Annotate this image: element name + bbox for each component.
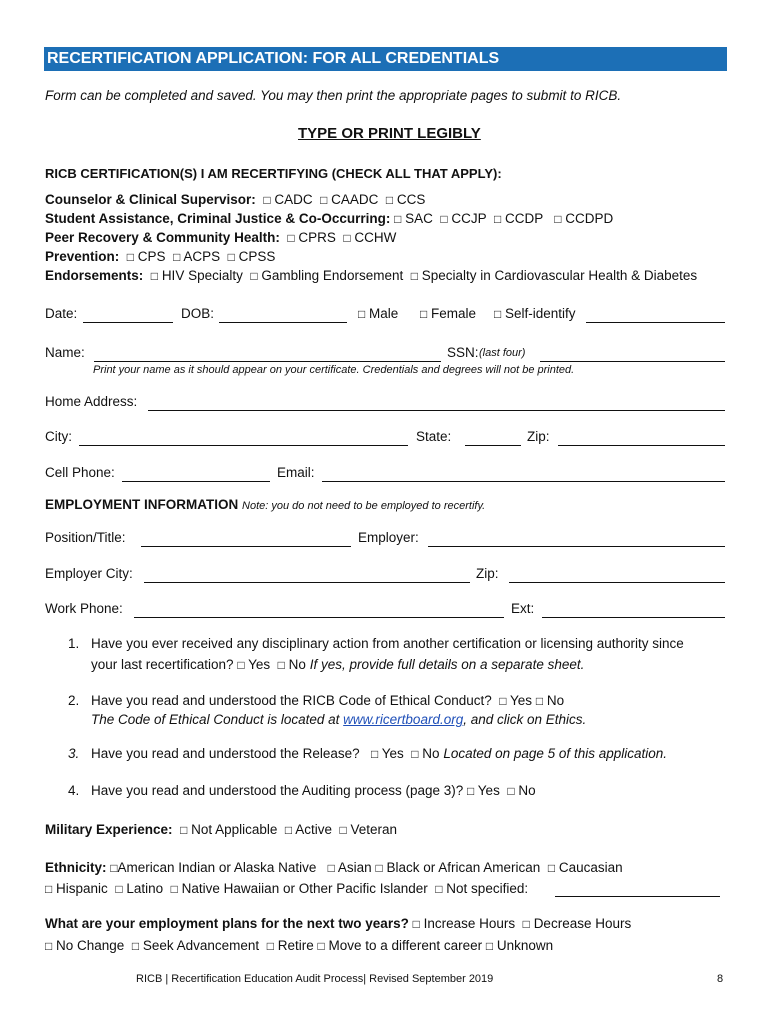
q4-row [91,783,536,798]
option-cps: CPS [137,249,166,264]
checkbox-no-change[interactable]: □ [45,939,53,953]
option-caadc: CAADC [331,192,379,207]
form-title-bar [44,47,727,71]
q3-no: No [422,746,440,761]
email-label: Email: [277,465,315,480]
military-label: Military Experience: [45,822,173,837]
endorsements-label: Endorsements: [45,268,144,283]
option-cadc: CADC [274,192,313,207]
ethnicity-label: Ethnicity: [45,860,107,875]
plans-label: What are your employment plans for the next two years? [45,916,409,931]
checkbox-cchw[interactable]: □ [343,231,351,245]
military-row [45,822,397,837]
ssn-field[interactable] [540,361,725,362]
state-label: State: [416,429,452,444]
prevention-row [45,249,275,264]
name-field[interactable] [94,361,441,362]
employer-city-field[interactable] [144,582,470,583]
employment-heading-row [45,497,485,512]
city-field[interactable] [79,445,408,446]
q3-note: Located on page 5 of this application. [443,746,667,761]
checkbox-q3-yes[interactable]: □ [370,747,379,761]
footer-text: RICB | Recertification Education Audit Process| Revised September 2019 [136,973,494,985]
state-field[interactable] [465,445,521,446]
checkbox-active[interactable]: □ [284,823,293,837]
peer-row [45,230,396,245]
ethnicity-hispanic: Hispanic [56,881,108,896]
checkbox-caadc[interactable]: □ [320,193,328,207]
zip-field[interactable] [558,445,725,446]
employer-zip-field[interactable] [509,582,725,583]
ethnicity-latino: Latino [126,881,164,896]
ethnicity-black: Black or African American [386,860,541,875]
q4-no: No [518,783,536,798]
name-label: Name: [45,345,85,360]
checkbox-q1-yes[interactable]: □ [237,658,245,672]
q2-note-pre: The Code of Ethical Conduct is located at [91,712,340,727]
checkbox-cadc[interactable]: □ [263,193,271,207]
q1-line1: Have you ever received any disciplinary action from another certification or licensing authority since [91,636,684,651]
checkbox-male[interactable]: □ [358,307,366,321]
date-label: Date: [45,306,78,321]
checkbox-move-career[interactable]: □ [317,939,325,953]
checkbox-q3-no[interactable]: □ [411,747,419,761]
q1-number: 1. [68,636,80,651]
position-label: Position/Title: [45,530,126,545]
q4-text: Have you read and understood the Auditing process (page 3)? [91,783,464,798]
prevention-label: Prevention: [45,249,120,264]
option-ccs: CCS [396,192,426,207]
checkbox-female[interactable]: □ [420,307,428,321]
plans-move-career: Move to a different career [328,938,483,953]
email-field[interactable] [322,481,725,482]
checkbox-ccjp[interactable]: □ [440,212,448,226]
option-sac: SAC [405,211,433,226]
plans-unknown: Unknown [496,938,554,953]
self-identify-option [494,306,576,321]
checkbox-ccs[interactable]: □ [385,193,394,207]
plans-seek-advancement: Seek Advancement [142,938,260,953]
dob-label: DOB: [181,306,215,321]
q3-text: Have you read and understood the Release? [91,746,360,761]
female-option [420,306,476,321]
ethnicity-american-indian: American Indian or Alaska Native [117,860,317,875]
q1-line2: your last recertification? [91,657,234,672]
checkbox-acps[interactable]: □ [173,250,181,264]
checkbox-ccdp[interactable]: □ [493,212,502,226]
option-gambling: Gambling Endorsement [261,268,404,283]
option-cpss: CPSS [238,249,276,264]
employer-label: Employer: [358,530,419,545]
checkbox-q4-yes[interactable]: □ [467,784,475,798]
option-cprs: CPRS [298,230,336,245]
male-label: Male [369,306,399,321]
ethnicity-not-specified: Not specified: [446,881,529,896]
position-field[interactable] [141,546,351,547]
ext-label: Ext: [511,601,535,616]
ethnicity-caucasian: Caucasian [558,860,623,875]
checkbox-increase-hours[interactable]: □ [412,917,420,931]
checkbox-seek-advancement[interactable]: □ [131,939,140,953]
q2-row [91,693,564,708]
checkbox-latino[interactable]: □ [115,882,123,896]
plans-row1 [45,916,631,931]
q4-yes: Yes [477,783,500,798]
plans-retire: Retire [277,938,314,953]
q3-number: 3. [68,746,80,761]
endorsements-row [45,268,697,283]
q2-yes: Yes [510,693,533,708]
q1-note: If yes, provide full details on a separate sheet. [309,657,585,672]
military-active: Active [295,822,332,837]
form-title: RECERTIFICATION APPLICATION: FOR ALL CREDENTIALS [47,50,500,67]
option-cchw: CCHW [354,230,397,245]
cell-phone-label: Cell Phone: [45,465,115,480]
self-identify-field[interactable] [586,322,725,323]
type-or-print-heading: TYPE OR PRINT LEGIBLY [298,125,481,142]
checkbox-decrease-hours[interactable]: □ [522,917,530,931]
employer-city-label: Employer City: [45,566,133,581]
checkbox-q2-yes[interactable]: □ [499,694,507,708]
date-field[interactable] [83,322,173,323]
checkbox-q1-no[interactable]: □ [277,658,285,672]
checkbox-unknown[interactable]: □ [485,939,494,953]
checkbox-black[interactable]: □ [375,861,383,875]
checkbox-q2-no[interactable]: □ [535,694,544,708]
checkbox-self-identify[interactable]: □ [494,307,502,321]
work-phone-label: Work Phone: [45,601,123,616]
q1-yes: Yes [248,657,271,672]
plans-decrease-hours: Decrease Hours [533,916,632,931]
plans-no-change: No Change [56,938,125,953]
checkbox-asian[interactable]: □ [327,861,335,875]
peer-label: Peer Recovery & Community Health: [45,230,280,245]
checkbox-hiv[interactable]: □ [150,269,159,283]
checkbox-not-applicable[interactable]: □ [180,823,188,837]
q2-number: 2. [68,693,80,708]
home-address-field[interactable] [148,410,725,411]
q4-number: 4. [68,783,80,798]
option-ccjp: CCJP [451,211,487,226]
counselor-label: Counselor & Clinical Supervisor: [45,192,256,207]
checkbox-caucasian[interactable]: □ [547,861,556,875]
checkbox-american-indian[interactable]: □ [110,861,118,875]
zip-label: Zip: [527,429,550,444]
ssn-label: SSN: [447,345,479,360]
employer-zip-label: Zip: [476,566,499,581]
employment-heading: EMPLOYMENT INFORMATION [45,497,239,512]
checkbox-cardio[interactable]: □ [410,269,418,283]
ethnicity-asian: Asian [337,860,372,875]
ethnicity-row1 [45,860,623,875]
q2-note-row [91,712,586,727]
checkbox-native-hawaiian[interactable]: □ [170,882,178,896]
checkbox-veteran[interactable]: □ [339,823,347,837]
certs-heading: RICB CERTIFICATION(S) I AM RECERTIFYING (CHECK ALL THAT APPLY): [45,166,502,181]
employer-field[interactable] [428,546,725,547]
intro-text: Form can be completed and saved. You may then print the appropriate pages to submit to RICB. [45,88,622,103]
page-number: 8 [717,973,724,985]
plans-row2 [45,938,553,953]
checkbox-q4-no[interactable]: □ [507,784,515,798]
name-note: Print your name as it should appear on your certificate. Credentials and degrees will not be printed. [93,364,575,376]
checkbox-ccdpd[interactable]: □ [554,212,562,226]
option-ccdpd: CCDPD [565,211,614,226]
checkbox-cprs[interactable]: □ [287,231,295,245]
cell-phone-field[interactable] [122,481,270,482]
q2-no: No [546,693,565,708]
q2-text: Have you read and understood the RICB Code of Ethical Conduct? [91,693,492,708]
checkbox-cpss[interactable]: □ [227,250,235,264]
checkbox-not-specified[interactable]: □ [435,882,443,896]
ethnicity-native-hawaiian: Native Hawaiian or Other Pacific Islander [181,881,428,896]
q1-line2-row [91,657,584,672]
ext-field[interactable] [542,617,725,618]
option-acps: ACPS [183,249,221,264]
checkbox-cps[interactable]: □ [126,250,135,264]
military-veteran: Veteran [350,822,398,837]
option-hiv: HIV Specialty [161,268,243,283]
q1-no: No [288,657,306,672]
checkbox-sac[interactable]: □ [394,212,402,226]
student-label: Student Assistance, Criminal Justice & Co-Occurring: [45,211,391,226]
military-not-applicable: Not Applicable [191,822,278,837]
student-row [45,211,613,226]
checkbox-retire[interactable]: □ [266,939,274,953]
home-address-label: Home Address: [45,394,138,409]
work-phone-field[interactable] [134,617,504,618]
male-option [358,306,398,321]
q3-yes: Yes [381,746,404,761]
ethnicity-row2 [45,881,528,896]
self-identify-label: Self-identify [505,306,576,321]
checkbox-hispanic[interactable]: □ [45,882,53,896]
ricert-link[interactable]: www.ricertboard.org [343,712,464,727]
q2-note-post: , and click on Ethics. [463,712,587,727]
checkbox-gambling[interactable]: □ [250,269,258,283]
city-label: City: [45,429,72,444]
not-specified-field[interactable] [555,896,720,897]
counselor-row [45,192,425,207]
ssn-note: (last four) [479,347,526,359]
dob-field[interactable] [219,322,347,323]
option-cardio: Specialty in Cardiovascular Health & Diabetes [421,268,698,283]
option-ccdp: CCDP [504,211,543,226]
q3-row [91,746,667,761]
plans-increase-hours: Increase Hours [423,916,516,931]
employment-note: Note: you do not need to be employed to recertify. [242,500,486,512]
female-label: Female [431,306,477,321]
